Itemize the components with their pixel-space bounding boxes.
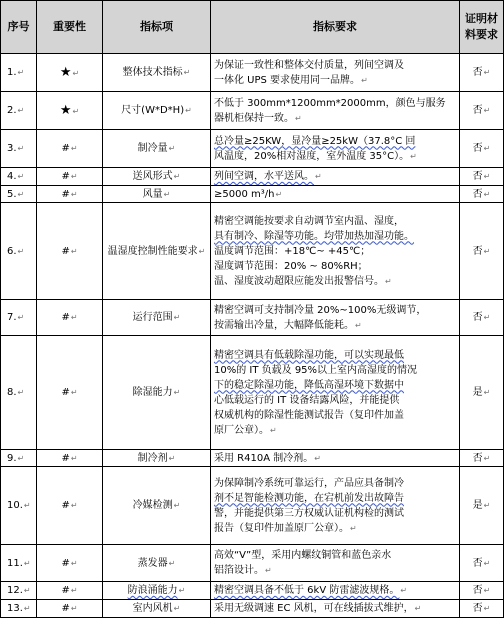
proof-required [460, 130, 504, 168]
importance-mark-text: # [61, 557, 70, 569]
requirement-line [214, 149, 457, 164]
requirement-line [214, 506, 457, 521]
item-name-text: 整体技术指标 [122, 67, 183, 78]
proof-required [460, 582, 504, 600]
paragraph-mark: ↵ [314, 453, 321, 463]
row-number-text: 9. [7, 452, 17, 464]
importance-mark [37, 130, 103, 168]
requirement-line [214, 318, 457, 333]
paragraph-mark: ↵ [483, 189, 491, 199]
paragraph-mark: ↵ [173, 388, 181, 397]
requirement-line-text: 具有制冷、除湿等功能。均带加热加湿功能。 [214, 230, 414, 242]
paragraph-mark: ↵ [295, 113, 302, 123]
item-name [103, 545, 211, 582]
paragraph-mark: ↵ [361, 75, 368, 85]
item-name-text: 制冷量 [137, 143, 168, 154]
item-name [103, 186, 211, 203]
item-name-text: 尺寸(W*D*H) [121, 105, 185, 116]
requirement-line [214, 244, 457, 259]
proof-required [460, 600, 504, 618]
item-name [103, 203, 211, 300]
proof-required-text: 否 [472, 557, 483, 569]
table-row [1, 130, 504, 168]
requirement-line [214, 408, 457, 423]
importance-mark-text: ★ [59, 102, 72, 118]
item-name-text: 防浪涌能力 [127, 585, 178, 596]
requirement-cell [211, 54, 460, 92]
paragraph-mark: ↵ [350, 523, 357, 533]
requirement-cell [211, 545, 460, 582]
row-number [1, 582, 37, 600]
requirement-line-text: 列间空调，水平送风。 [214, 171, 314, 182]
row-number-text: 6. [7, 245, 17, 257]
paragraph-mark: ↵ [483, 106, 491, 115]
proof-required-text: 否 [472, 188, 483, 200]
paragraph-mark: ↵ [173, 172, 181, 181]
requirement-line [214, 259, 457, 274]
paragraph-mark: ↵ [173, 313, 181, 322]
row-number [1, 450, 37, 467]
item-name-text: 冷媒检测 [132, 500, 173, 511]
requirement-line-text: 总冷量≥25KW，显冷量≥25kW（37.8°C 回 [214, 135, 416, 147]
paragraph-mark: ↵ [70, 453, 78, 463]
header-importance: 重要性 [37, 1, 103, 54]
requirement-line [214, 187, 457, 202]
requirement-line [214, 111, 457, 126]
row-number-text: 3. [7, 143, 17, 154]
requirement-line [214, 274, 457, 289]
requirement-line [214, 214, 457, 229]
proof-required [460, 450, 504, 467]
importance-mark-text: # [61, 143, 70, 154]
paragraph-mark: ↵ [70, 246, 78, 256]
paragraph-mark: ↵ [385, 276, 392, 286]
requirement-line [214, 96, 457, 111]
row-number-text: 4. [7, 171, 17, 182]
requirement-line-text: 采用无级调速 EC 风机，可在线插拔式维护， [214, 603, 414, 614]
paragraph-mark: ↵ [414, 604, 422, 613]
proof-required [460, 92, 504, 130]
proof-required [460, 467, 504, 545]
paragraph-mark: ↵ [483, 246, 491, 256]
row-number-text: 8. [7, 387, 17, 398]
paragraph-mark: ↵ [70, 501, 78, 510]
paragraph-mark: ↵ [275, 189, 283, 199]
paragraph-mark: ↵ [17, 106, 25, 115]
paragraph-mark: ↵ [17, 172, 25, 181]
paragraph-mark: ↵ [483, 453, 491, 463]
table-row [1, 545, 504, 582]
importance-mark-text: # [61, 245, 70, 257]
item-name [103, 54, 211, 92]
row-number-text: 13. [7, 603, 23, 614]
item-name-text: 制冷剂 [137, 452, 168, 464]
row-number [1, 467, 37, 545]
proof-required-text: 否 [472, 585, 483, 596]
importance-mark-text: # [61, 188, 70, 200]
paragraph-mark: ↵ [72, 68, 80, 78]
paragraph-mark: ↵ [70, 558, 78, 568]
importance-mark-text: # [61, 603, 70, 614]
row-number [1, 203, 37, 300]
requirement-line-text: 下的稳定除湿功能，降低高湿环境下数据中 [214, 379, 404, 391]
item-name-text: 送风形式 [132, 171, 173, 182]
paragraph-mark: ↵ [70, 144, 78, 153]
proof-required [460, 168, 504, 186]
importance-mark-text: # [61, 585, 70, 596]
requirement-cell [211, 186, 460, 203]
paragraph-mark: ↵ [483, 388, 491, 397]
importance-mark [37, 450, 103, 467]
row-number [1, 186, 37, 203]
requirement-line-text: 心低载运行的 IT 设备结露风险，并能提供 [214, 394, 400, 406]
proof-required-text: 否 [472, 171, 483, 182]
row-number [1, 92, 37, 130]
header-item: 指标项 [103, 1, 211, 54]
requirement-line-text: 湿度调节范围：20% ~ 80%RH； [214, 260, 368, 272]
item-name-text: 温湿度控制性能要求 [107, 245, 198, 257]
paragraph-mark: ↵ [168, 453, 176, 463]
proof-required [460, 545, 504, 582]
requirement-line [214, 563, 457, 578]
paragraph-mark: ↵ [23, 501, 31, 510]
importance-mark [37, 203, 103, 300]
proof-required-text: 否 [472, 105, 483, 116]
requirement-line-text: 温、湿度波动超限应能发出报警信号。 [214, 275, 384, 287]
paragraph-mark: ↵ [173, 604, 181, 613]
item-name-text: 蒸发器 [137, 557, 168, 569]
requirement-line-text: 按需输出冷量，大幅降低能耗。 [214, 319, 354, 331]
paragraph-mark: ↵ [198, 246, 206, 256]
item-name [103, 450, 211, 467]
table-row [1, 203, 504, 300]
requirement-cell [211, 203, 460, 300]
paragraph-mark: ↵ [163, 189, 171, 199]
paragraph-mark: ↵ [70, 313, 78, 322]
requirement-line [214, 393, 457, 408]
proof-required-text: 否 [472, 452, 483, 464]
requirement-line [214, 423, 457, 438]
importance-mark-text: # [61, 452, 70, 464]
paragraph-mark: ↵ [70, 189, 78, 199]
table-body [1, 54, 504, 618]
paragraph-mark: ↵ [17, 453, 25, 463]
requirement-cell [211, 168, 460, 186]
requirement-line [214, 134, 457, 149]
requirement-line [214, 476, 457, 491]
paragraph-mark: ↵ [483, 558, 491, 568]
table-row [1, 450, 504, 467]
paragraph-mark: ↵ [483, 501, 491, 510]
row-number [1, 545, 37, 582]
paragraph-mark: ↵ [183, 68, 191, 77]
proof-required [460, 336, 504, 450]
proof-required-text: 否 [472, 67, 483, 78]
importance-mark [37, 600, 103, 618]
paragraph-mark: ↵ [72, 106, 80, 116]
requirement-line [214, 583, 457, 598]
proof-required [460, 203, 504, 300]
importance-mark [37, 300, 103, 336]
row-number-text: 2. [7, 105, 17, 116]
requirement-line-text: 精密空调具有低载除湿功能，可以实现最低 [214, 349, 404, 361]
paragraph-mark: ↵ [17, 68, 25, 77]
item-name-text: 风量 [142, 188, 163, 200]
paragraph-mark: ↵ [315, 172, 322, 181]
requirement-cell [211, 130, 460, 168]
importance-mark [37, 582, 103, 600]
requirement-line [214, 303, 457, 318]
requirement-line-text: ≥5000 m³/h [214, 188, 275, 200]
item-name [103, 600, 211, 618]
table-row [1, 186, 504, 203]
requirement-line [214, 363, 457, 378]
proof-required [460, 300, 504, 336]
table-row [1, 600, 504, 618]
table-row [1, 336, 504, 450]
requirement-line-text: 采用 R410A 制冷剂。 [214, 452, 314, 464]
requirement-line-text: 风温度，20%相对湿度，室外温度 35°C）。 [214, 150, 410, 162]
requirement-line-text: 报告（复印件加盖原厂公章）。 [214, 522, 349, 534]
header-requirement: 指标要求 [211, 1, 460, 54]
importance-mark-text: # [61, 500, 70, 511]
item-name [103, 92, 211, 130]
requirement-line-text: 铝箔设计。 [214, 565, 264, 576]
proof-required-text: 否 [472, 245, 483, 257]
table-row [1, 92, 504, 130]
paragraph-mark: ↵ [70, 586, 78, 595]
header-no: 序号 [1, 1, 37, 54]
paragraph-mark: ↵ [70, 604, 78, 613]
header-proof: 证明材料要求 [460, 1, 504, 54]
table-row [1, 168, 504, 186]
paragraph-mark: ↵ [173, 501, 181, 510]
requirement-line-text: 剂不足智能检测功能，在宕机前发出故障告 [214, 492, 404, 504]
item-name [103, 300, 211, 336]
importance-mark [37, 54, 103, 92]
paragraph-mark: ↵ [17, 246, 25, 256]
importance-mark [37, 336, 103, 450]
row-number [1, 600, 37, 618]
proof-required-text: 是 [472, 387, 483, 398]
paragraph-mark: ↵ [23, 604, 31, 613]
paragraph-mark: ↵ [483, 68, 491, 77]
row-number [1, 130, 37, 168]
row-number [1, 168, 37, 186]
row-number [1, 336, 37, 450]
item-name [103, 467, 211, 545]
importance-mark [37, 186, 103, 203]
requirement-line [214, 58, 457, 73]
row-number-text: 5. [7, 188, 17, 200]
paragraph-mark: ↵ [410, 151, 417, 161]
proof-required-text: 否 [472, 312, 483, 323]
paragraph-mark: ↵ [17, 189, 25, 199]
requirement-line-text: 精密空调具备不低于 6kV 防雷滤波规格。 [214, 585, 400, 596]
requirement-line [214, 229, 457, 244]
paragraph-mark: ↵ [70, 172, 78, 181]
item-name-text: 室内风机 [132, 603, 173, 614]
importance-mark-text: ★ [59, 64, 72, 80]
row-number-text: 1. [7, 67, 17, 78]
row-number-text: 10. [7, 500, 23, 511]
requirement-line-text: 不低于 300mm*1200mm*2000mm，颜色与服务 [214, 97, 446, 109]
requirement-cell [211, 582, 460, 600]
item-name-text: 除湿能力 [132, 387, 173, 398]
paragraph-mark: ↵ [168, 558, 176, 568]
table-row [1, 467, 504, 545]
requirement-cell [211, 450, 460, 467]
requirement-line [214, 491, 457, 506]
paragraph-mark: ↵ [23, 586, 31, 595]
table-row [1, 582, 504, 600]
paragraph-mark: ↵ [483, 313, 491, 322]
paragraph-mark: ↵ [185, 106, 192, 115]
item-name [103, 336, 211, 450]
importance-mark-text: # [61, 312, 70, 323]
header-row [1, 1, 504, 54]
requirement-line-text: 原厂公章）。 [214, 424, 269, 436]
paragraph-mark: ↵ [265, 566, 272, 575]
paragraph-mark: ↵ [483, 172, 491, 181]
requirement-line-text: 10%的 IT 负载及 95%以上室内高湿度的情况 [214, 364, 418, 376]
paragraph-mark: ↵ [70, 388, 78, 397]
importance-mark-text: # [61, 171, 70, 182]
row-number-text: 7. [7, 312, 17, 323]
paragraph-mark: ↵ [483, 604, 491, 613]
requirement-line [214, 73, 457, 88]
importance-mark [37, 168, 103, 186]
item-name [103, 582, 211, 600]
requirement-cell [211, 600, 460, 618]
importance-mark [37, 545, 103, 582]
paragraph-mark: ↵ [17, 388, 25, 397]
importance-mark-text: # [61, 387, 70, 398]
paragraph-mark: ↵ [17, 313, 25, 322]
paragraph-mark: ↵ [483, 586, 491, 595]
proof-required [460, 54, 504, 92]
paragraph-mark: ↵ [355, 320, 362, 330]
importance-mark [37, 467, 103, 545]
importance-mark [37, 92, 103, 130]
requirement-line-text: 为保证一致性和整体交付质量，列间空调及 [214, 59, 404, 71]
requirement-cell [211, 336, 460, 450]
proof-required-text: 否 [472, 143, 483, 154]
paragraph-mark: ↵ [400, 586, 408, 595]
proof-required-text: 是 [472, 500, 483, 511]
proof-required [460, 186, 504, 203]
requirement-line-text: 温度调节范围：+18℃~ +45℃； [214, 245, 371, 257]
requirement-line-text: 警，并能提供第三方权威认证机构检的测试 [214, 507, 404, 519]
requirement-cell [211, 300, 460, 336]
requirement-line-text: 为保障制冷系统可靠运行，产品应具备制冷 [214, 477, 404, 489]
requirement-cell [211, 92, 460, 130]
requirement-line [214, 548, 457, 563]
requirement-line-text: 精密空调可支持制冷量 20%~100%无级调节， [214, 304, 427, 316]
requirement-line [214, 378, 457, 393]
requirement-line [214, 348, 457, 363]
paragraph-mark: ↵ [270, 425, 277, 435]
item-name [103, 168, 211, 186]
requirement-line-text: 一体化 UPS 要求使用同一品牌。 [214, 74, 361, 86]
row-number [1, 300, 37, 336]
item-name-text: 运行范围 [132, 312, 173, 323]
requirement-line [214, 451, 457, 466]
paragraph-mark: ↵ [483, 144, 491, 153]
table-row [1, 54, 504, 92]
row-number-text: 11. [7, 557, 23, 569]
requirement-line-text: 高效“V”型，采用内螺纹铜管和蓝色亲水 [214, 550, 392, 561]
proof-required-text: 否 [472, 603, 483, 614]
table-row [1, 300, 504, 336]
requirement-line [214, 521, 457, 536]
paragraph-mark: ↵ [23, 558, 31, 568]
paragraph-mark: ↵ [178, 586, 186, 595]
row-number-text: 12. [7, 585, 23, 596]
requirement-line [214, 601, 457, 616]
requirement-line [214, 169, 457, 184]
row-number [1, 54, 37, 92]
requirement-cell [211, 467, 460, 545]
requirement-line-text: 器机柜保持一致。 [214, 112, 294, 124]
paragraph-mark: ↵ [168, 144, 176, 153]
requirement-line-text: 权威机构的除湿性能测试报告（复印件加盖 [214, 409, 404, 421]
item-name [103, 130, 211, 168]
requirement-line-text: 精密空调能按要求自动调节室内温、湿度， [214, 215, 404, 227]
paragraph-mark: ↵ [17, 144, 25, 153]
